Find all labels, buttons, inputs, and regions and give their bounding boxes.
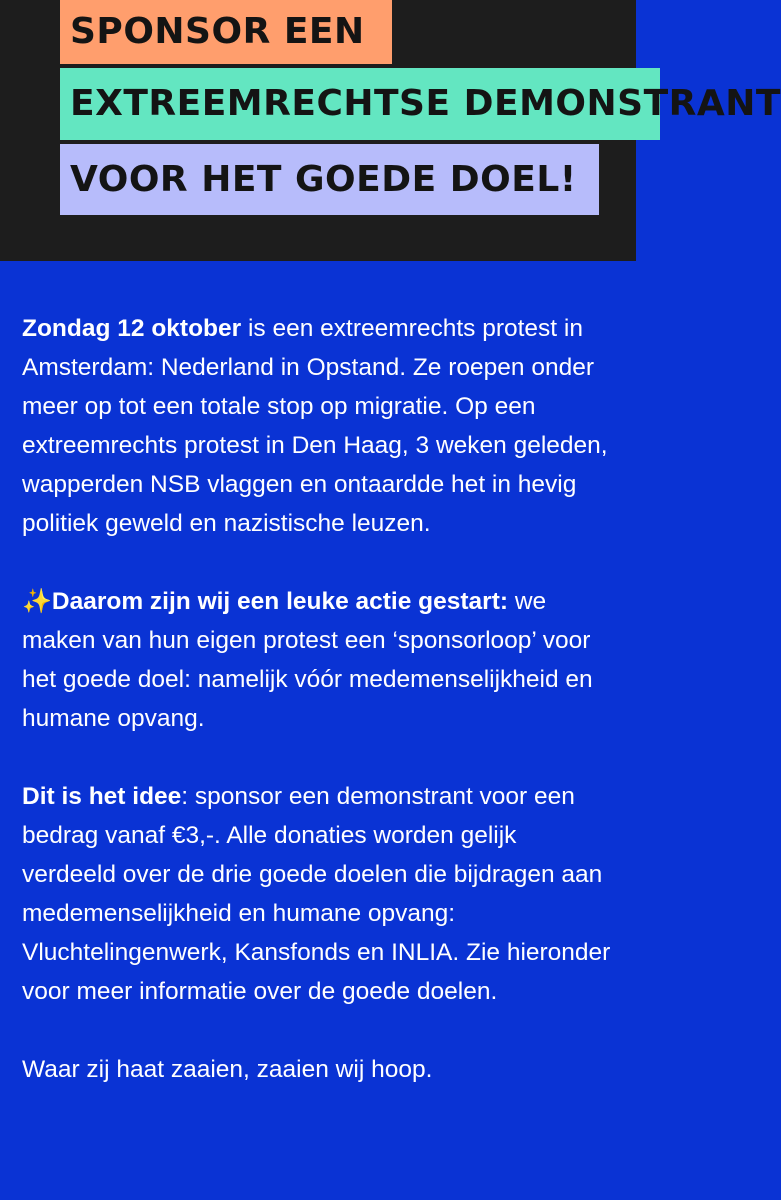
action-highlight: Daarom zijn wij een leuke actie gestart: xyxy=(51,588,509,615)
headline-line-1: SPONSOR EEN xyxy=(60,0,392,64)
date-highlight: Zondag 12 oktober xyxy=(22,315,242,342)
headline-line-3: VOOR HET GOEDE DOEL! xyxy=(60,144,599,215)
intro-text: is een extreemrechts protest in Amsterdam: Nederland in Opstand. Ze roepen onder meer op tot een totale stop op migratie. Op een extreemrechts protest in Den Haag, 3 weken geleden, wapperden NSB vlaggen en ontaardde het in hevig politiek geweld en nazistische leuzen. xyxy=(22,315,608,537)
paragraph-closing: Waar zij haat zaaien, zaaien wij hoop. xyxy=(22,1056,433,1083)
paragraph-idea xyxy=(22,777,616,1011)
idea-text: : sponsor een demonstrant voor een bedrag vanaf €3,-. Alle donaties worden gelijk verdeeld over de drie goede doelen die bijdragen aan medemenselijkheid en humane opvang: Vluchtelingenwerk, Kansfonds en INLIA. Zie hieronder voor meer informatie over de goede doelen. xyxy=(22,783,611,1005)
hero-banner xyxy=(0,0,781,261)
sparkles-icon: ✨ xyxy=(22,588,52,615)
paragraph-action xyxy=(22,582,616,738)
article-body xyxy=(0,261,636,1089)
headline-line-2: EXTREEMRECHTSE DEMONSTRANT xyxy=(60,68,660,140)
idea-highlight: Dit is het idee xyxy=(22,783,182,810)
action-text: we maken van hun eigen protest een ‘sponsorloop’ voor het goede doel: namelijk vóór medemenselijkheid en humane opvang. xyxy=(22,588,593,732)
paragraph-intro xyxy=(22,309,616,543)
